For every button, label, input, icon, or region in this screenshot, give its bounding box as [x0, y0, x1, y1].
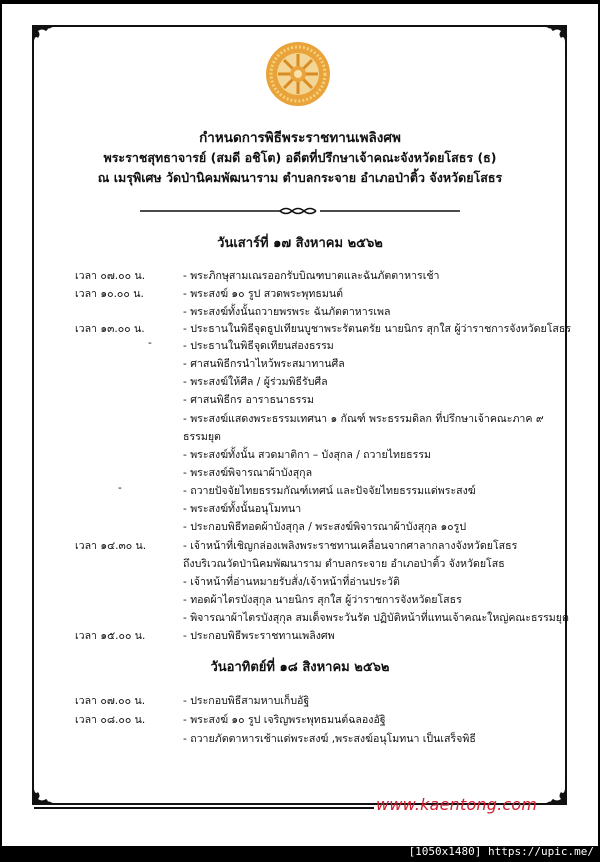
ornamental-divider — [140, 201, 460, 211]
schedule-item: - พระสงฆ์แสดงพระธรรมเทศนา ๑ กัณฑ์ พระธรรมดิลก ที่ปรึกษาเจ้าคณะภาค ๙ — [183, 413, 544, 425]
image-source-label: [1050x1480] https://upic.me/ — [408, 845, 594, 858]
schedule-item: - พระสงฆ์ ๑๐ รูป สวดพระพุทธมนต์ — [183, 288, 343, 300]
corner-ornament-icon — [539, 777, 567, 805]
watermark-link[interactable]: www.kaentong.com — [376, 795, 538, 814]
time-label: เวลา ๑๕.๐๐ น. — [75, 630, 146, 642]
schedule-item: - พิจารณาผ้าไตรบังสุกุล สมเด็จพระวันรัต ปฏิบัติหน้าที่แทนเจ้าคณะใหญ่คณะธรรมยุต — [183, 612, 569, 624]
time-label: เวลา ๐๘.๐๐ น. — [75, 714, 146, 726]
schedule-item: ถึงบริเวณวัดป่านิคมพัฒนาราม ตำบลกระจาย อำเภอป่าติ้ว จังหวัดยโสธ — [183, 558, 505, 570]
schedule-item: - พระสงฆ์ทั้งนั้นถวายพรพระ ฉันภัตตาหารเพล — [183, 306, 391, 318]
time-label: เวลา ๑๓.๐๐ น. — [75, 323, 145, 335]
schedule-item: - เจ้าหน้าที่เชิญกล่องเพลิงพระราชทานเคลื่อนจากศาลากลางจังหวัดยโสธร — [183, 540, 518, 552]
schedule-item: - เจ้าหน้าที่อ่านหมายรับสั่ง/เจ้าหน้าที่อ่านประวัติ — [183, 576, 400, 588]
dharma-wheel-icon — [264, 40, 332, 108]
schedule-item: - พระสงฆ์ทั้งนั้น สวดมาติกา – บังสุกล / ถวายไทยธรรม — [183, 449, 432, 461]
schedule-item: - ถวายภัตตาหารเช้าแด่พระสงฆ์ ,พระสงฆ์อนุโมทนา เป็นเสร็จพิธี — [183, 733, 476, 745]
schedule-item: - พระสงฆ์ทั้งนั้นอนุโมทนา — [183, 503, 302, 515]
corner-ornament-icon — [32, 777, 60, 805]
watermark-rule — [34, 807, 374, 809]
schedule-item: - พระภิกษุสามเณรออกรับบิณฑบาตและฉันภัตตาหารเช้า — [183, 270, 440, 282]
time-label: - — [118, 482, 122, 494]
page-subtitle: พระราชสุทธาจารย์ (สมดี อชิโต) อดีตที่ปรึกษาเจ้าคณะจังหวัดยโสธร (ธ) — [103, 150, 497, 165]
time-label: - — [148, 337, 152, 349]
time-label: เวลา ๐๗.๐๐ น. — [75, 270, 146, 282]
schedule-item: - ถวายปัจจัยไทยธรรมกัณฑ์เทศน์ และปัจจัยไทยธรรมแด่พระสงฆ์ — [183, 485, 476, 497]
schedule-item: ธรรมยุต — [183, 431, 221, 443]
schedule-item: - ประธานในพิธีจุดเทียนส่องธรรม — [183, 340, 334, 352]
schedule-item: - ประธานในพิธีจุดธูปเทียนบูชาพระรัตนตรัย นายนิกร สุกใส ผู้ว่าราชการจังหวัดยโสธร — [183, 323, 572, 335]
schedule-item: - พระสงฆ์ให้ศีล / ผู้ร่วมพิธีรับศีล — [183, 376, 328, 388]
schedule-item: - ทอดผ้าไตรบังสุกุล นายนิกร สุกใส ผู้ว่าราชการจังหวัดยโสธร — [183, 594, 462, 606]
schedule-item: - พระสงฆ์พิจารณาผ้าบังสุกุล — [183, 467, 313, 479]
time-label: เวลา ๑๔.๓๐ น. — [75, 540, 147, 552]
day-heading: วันเสาร์ที่ ๑๗ สิงหาคม ๒๕๖๒ — [217, 236, 383, 251]
schedule-item: - ประกอบพิธีทอดผ้าบังสุกุล / พระสงฆ์พิจารณาผ้าบังสุกุล ๑๐รูป — [183, 521, 467, 533]
venue-line: ณ เมรุพิเศษ วัดป่านิคมพัฒนาราม ตำบลกระจาย อำเภอป่าติ้ว จังหวัดยโสธร — [97, 170, 503, 185]
corner-ornament-icon — [539, 25, 567, 53]
time-label: เวลา ๑๐.๐๐ น. — [75, 288, 144, 300]
day-heading: วันอาทิตย์ที่ ๑๘ สิงหาคม ๒๕๖๒ — [210, 660, 390, 675]
page-title: กำหนดการพิธีพระราชทานเพลิงศพ — [199, 130, 401, 146]
schedule-item: - พระสงฆ์ ๑๐ รูป เจริญพระพุทธมนต์ฉลองอัฐิ — [183, 714, 386, 726]
schedule-item: - ประกอบพิธีสามหาบเก็บอัฐิ — [183, 695, 310, 707]
time-label: เวลา ๐๗.๐๐ น. — [75, 695, 146, 707]
corner-ornament-icon — [32, 25, 60, 53]
schedule-item: - ประกอบพิธีพระราชทานเพลิงศพ — [183, 630, 335, 642]
schedule-item: - ศาสนพิธีกรนำไหว้พระสมาทานศีล — [183, 358, 345, 370]
schedule-item: - ศาสนพิธีกร อาราธนาธรรม — [183, 394, 314, 406]
